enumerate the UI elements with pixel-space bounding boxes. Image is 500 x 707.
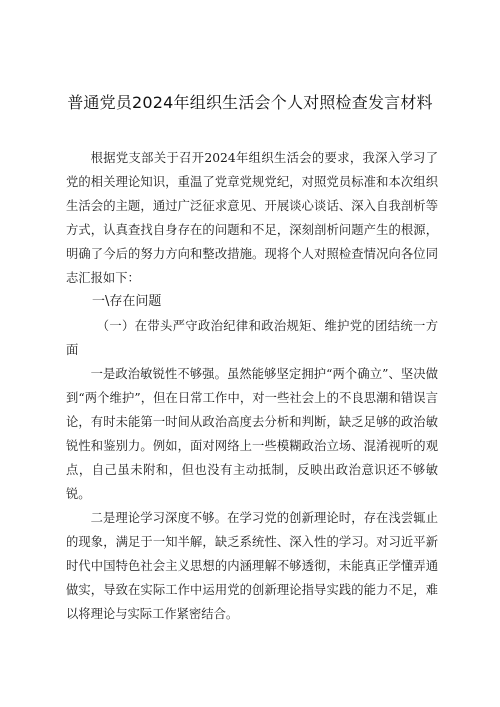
document-title: 普通党员2024年组织生活会个人对照检查发言材料 — [67, 93, 433, 112]
document-body — [66, 146, 438, 626]
section-heading: 一\存在问题 — [92, 294, 162, 309]
subsection-heading: （一）在带头严守政治纪律和政治规矩、维护党的团结统一方面 — [66, 319, 438, 357]
problem-paragraph-2: 二是理论学习深度不够。在学习党的创新理论时，存在浅尝辄止的现象，满足于一知半解，缺乏系统性、深入性的学习。对习近平新时代中国特色社会主义思想的内涵理解不够透彻，未能真正学懂弄通做实，导致在实际工作中运用党的创新理论指导实践的能力不足，难以将理论与实际工作紧密结合。 — [66, 511, 438, 621]
problem-paragraph-1: 一是政治敏锐性不够强。虽然能够坚定拥护“两个确立”、坚决做到“两个维护”，但在日常工作中，对一些社会上的不良思潮和错误言论，有时未能第一时间从政治高度去分析和判断，缺乏足够的政治敏锐性和鉴别力。例如，面对网络上一些模糊政治立场、混淆视听的观点，自己虽未附和，但也没有主动抵制，反映出政治意识还不够敏锐。 — [66, 367, 438, 501]
intro-paragraph: 根据党支部关于召开2024年组织生活会的要求，我深入学习了党的相关理论知识，重温了党章党规党纪，对照党员标准和本次组织生活会的主题，通过广泛征求意见、开展谈心谈话、深入自我剖析等方式，认真查找自身存在的问题和不足，深刻剖析问题产生的根源，明确了今后的努力方向和整改措施。现将个人对照检查情况向各位同志汇报如下： — [66, 151, 438, 285]
